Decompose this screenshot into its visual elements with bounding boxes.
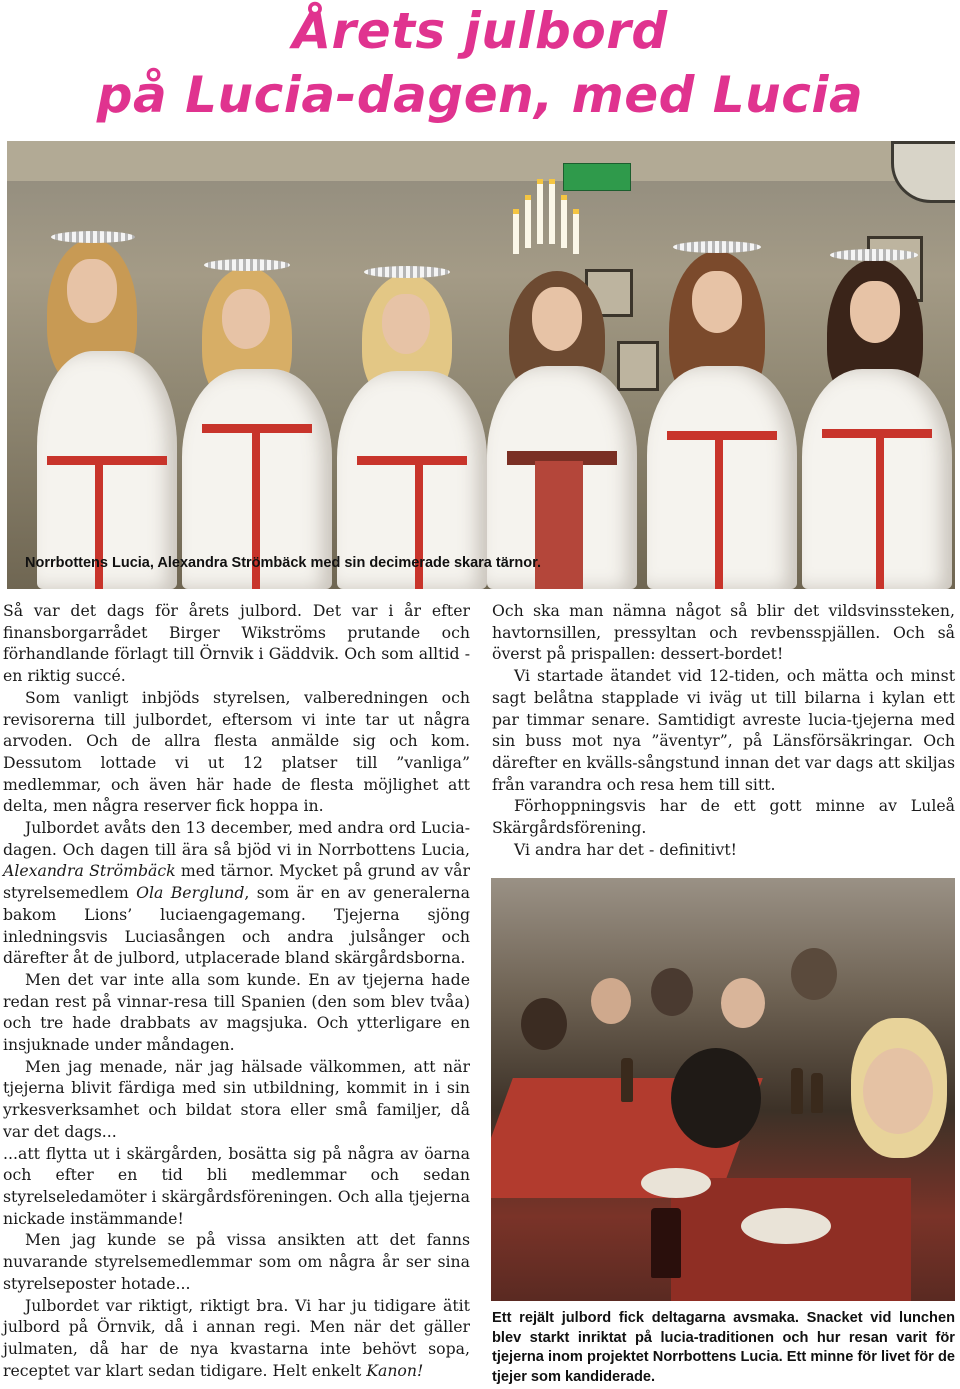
lucia-maid	[337, 266, 487, 589]
paragraph: Förhoppningsvis har de ett gott minne av Luleå Skärgårdsförening.	[492, 796, 955, 838]
lucia-maid	[802, 249, 952, 589]
paragraph: Så var det dags för årets julbord. Det var i år efter finansborgarrådet Birger Wikströms prutande och förhandlande förlagt till Örnvik i Gäddvik. Och som alltid - en riktig succé.	[3, 601, 470, 686]
lucia-maid	[37, 231, 177, 589]
bottle	[621, 1058, 633, 1102]
kanon-emphasis: Kanon!	[366, 1360, 424, 1380]
article-column-left	[3, 600, 470, 1381]
julbord-photo	[491, 878, 955, 1301]
lucia-photo	[7, 141, 955, 589]
paragraph: ...att flytta ut i skärgården, bosätta sig på några av öarna och efter en tid bli medlemmar och sedan styrelseledamöter i skärgårdsföreningen. Och alla tjejerna nickade instämmande!	[3, 1143, 470, 1228]
guest	[671, 1048, 761, 1148]
paragraph: Som vanligt inbjöds styrelsen, valberedningen och revisorerna till julbordet, eftersom vi inte tar ut några arvoden. Och de allra flesta anmälde sig och kom. Dessutom lottade vi ut 12 platser till ”vanliga” medlemmar, och även här hade de flesta möjlighet att delta, men några reserver fick hoppa in.	[3, 687, 470, 816]
paragraph: Och ska man nämna något så blir det vildsvinssteken, havtornsillen, pressyltan och revbensspjällen. Och så överst på prispallen: dessert-bordet!	[492, 601, 955, 664]
headline-line-2: på Lucia-dagen, med Lucia	[96, 66, 864, 124]
plate	[641, 1168, 711, 1198]
name-alexandra: Alexandra Strömbäck	[3, 861, 176, 881]
article-column-right	[492, 600, 955, 860]
plate	[741, 1208, 831, 1244]
lucia-maid	[182, 259, 332, 589]
photo-caption-bottom: Ett rejält julbord fick deltagarna avsmaka. Snacket vid lunchen blev starkt inriktat på lucia-traditionen och hur resan varit för tjejerna inom projektet Norrbottens Lucia. Ett minne för livet för de tjejer som kandiderade.	[492, 1310, 955, 1385]
guest	[791, 948, 837, 1000]
paragraph: Julbordet avåts den 13 december, med andra ord Lucia-dagen. Och dagen till ära så bjöd vi in Norrbottens Lucia, Alexandra Strömbäck med tärnor. Mycket på grund av vår styrelsemedlem Ola Berglund, som är en av generalerna bakom Lions’ luciaengagemang. Tjejerna sjöng inledningsvis Luciasången och andra julsånger och därefter åt de julbord, utplacerade bland skärgårdsborna.	[3, 818, 470, 968]
bottle	[791, 1068, 803, 1114]
glass	[651, 1208, 681, 1278]
bottle	[811, 1073, 823, 1113]
paragraph: Vi startade ätandet vid 12-tiden, och mätta och minst sagt belåtna stapplade vi iväg ut till bilarna i kylan ett par timmar senare. Samtidigt avreste lucia-tjejerna med sin buss mot nya ”äventyr”, på Länsförsäkringar. Och därefter en kvälls-sångstund innan det var dags att skiljas från varandra och resa hem till sitt.	[492, 666, 955, 794]
paragraph: Men jag menade, när jag hälsade välkommen, att när tjejerna blivit färdiga med sin utbildning, kommit in i sin yrkesverksamhet och bildat stora eller små familjer, då var det dags...	[3, 1056, 470, 1141]
photo-ceiling	[7, 141, 955, 181]
photo-caption-top: Norrbottens Lucia, Alexandra Strömbäck med sin decimerade skara tärnor.	[25, 555, 542, 571]
paragraph: Julbordet var riktigt, riktigt bra. Vi har ju tidigare ätit julbord på Örnvik, då i annan regi. Men när det gäller julmaten, då har de nya kvastarna inte behövt sopa, receptet var klart sedan tidigare. Helt enkelt Kanon!	[3, 1295, 470, 1380]
guest	[591, 978, 631, 1024]
headline-line-1: Årets julbord	[292, 2, 668, 60]
lucia-maid	[647, 241, 797, 589]
guest	[721, 978, 765, 1028]
lucia	[487, 251, 637, 589]
paragraph: Men det var inte alla som kunde. En av tjejerna hade redan rest på vinnar-resa till Spanien (den som blev tvåa) och tre hade drabbats av magsjuka. Och ytterligare en insjuknade under måndagen.	[3, 969, 470, 1055]
guest	[521, 998, 567, 1050]
paragraph: Men jag kunde se på vissa ansikten att det fanns nuvarande styrelsemedlemmar som om några år ser sina styrelseposter hotade...	[3, 1230, 470, 1293]
candle-crown	[507, 179, 587, 269]
paragraph: Vi andra har det - definitivt!	[514, 839, 737, 859]
face	[863, 1048, 933, 1134]
name-ola: Ola Berglund	[136, 883, 245, 903]
guest	[651, 968, 693, 1016]
wall-clock	[891, 141, 955, 203]
